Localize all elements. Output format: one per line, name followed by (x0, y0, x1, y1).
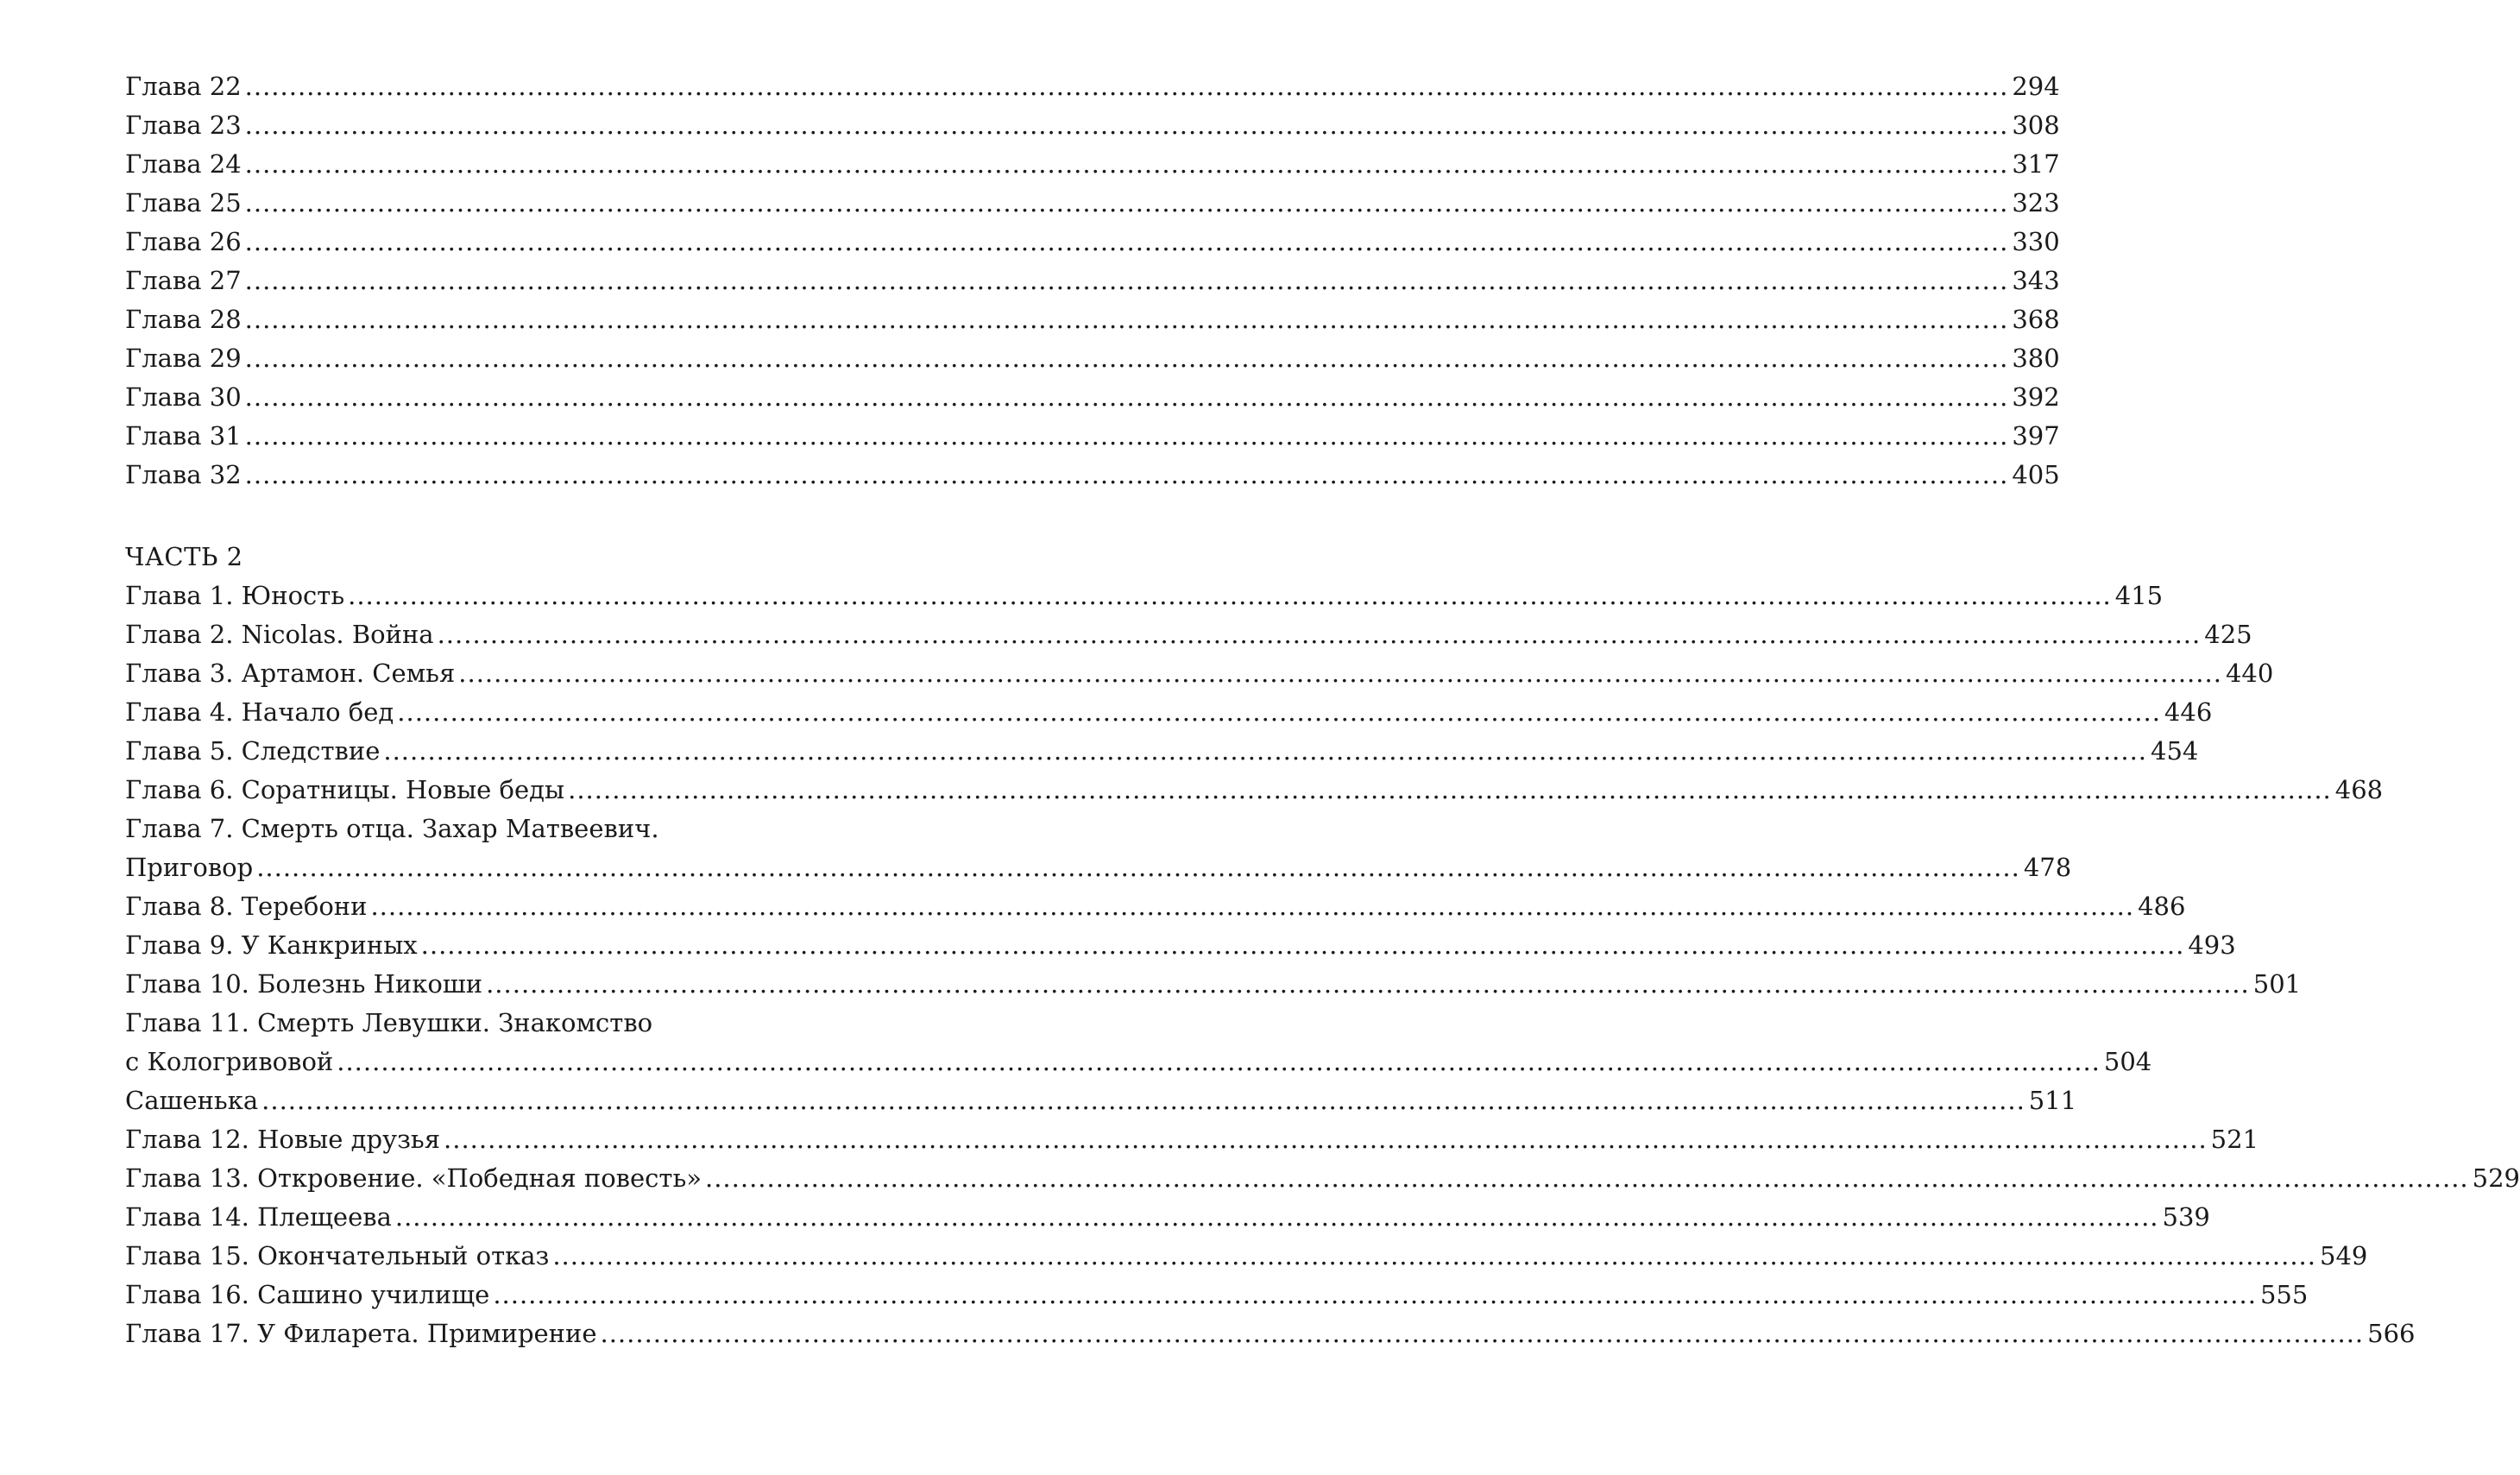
dot-leader: ........................................................................................................................................................................................................ (244, 421, 2009, 451)
toc-entry (125, 1159, 2520, 1198)
entry-title: Глава 6. Соратницы. Новые беды (125, 775, 565, 804)
entry-title: Глава 32 (125, 460, 242, 489)
toc-entry (125, 732, 2199, 771)
page-number: 454 (2151, 736, 2199, 766)
toc-entry (125, 67, 2060, 106)
entry-title: Глава 10. Болезнь Никоши (125, 969, 483, 999)
dot-leader: ........................................................................................................................................................................................................ (256, 853, 2020, 882)
entry-title: Сашенька (125, 1086, 259, 1115)
toc-entry (125, 1237, 2368, 1276)
table-of-contents (125, 67, 2520, 1353)
toc-entry (125, 378, 2060, 417)
dot-leader: ........................................................................................................................................................................................................ (444, 1125, 2208, 1154)
toc-entry (125, 223, 2060, 262)
toc-entry (125, 1198, 2210, 1237)
toc-entry (125, 615, 2252, 654)
toc-entry (125, 456, 2060, 495)
page-number: 308 (2012, 110, 2060, 140)
part-1-chapter-list (125, 67, 2060, 495)
section-gap (125, 495, 759, 538)
page-number: 405 (2012, 460, 2060, 489)
entry-title: Глава 30 (125, 382, 242, 412)
entry-title-continued: Глава 7. Смерть отца. Захар Матвеевич. (125, 814, 659, 843)
page-number: 478 (2023, 853, 2072, 882)
toc-entry (125, 417, 2060, 456)
page-number: 440 (2225, 659, 2274, 688)
entry-title: Глава 26 (125, 227, 242, 256)
page-number: 368 (2012, 305, 2060, 334)
dot-leader: ........................................................................................................................................................................................................ (337, 1047, 2101, 1076)
page-number: 468 (2334, 775, 2384, 804)
toc-entry (125, 848, 2072, 887)
toc-entry (125, 300, 2060, 339)
toc-entry (125, 1043, 2152, 1081)
entry-title: Глава 16. Сашино училище (125, 1280, 490, 1309)
page-number: 529 (2472, 1163, 2520, 1193)
dot-leader: ........................................................................................................................................................................................................ (486, 969, 2250, 999)
page-number: 539 (2162, 1202, 2210, 1232)
entry-title: Глава 22 (125, 72, 242, 101)
entry-title: Глава 5. Следствие (125, 736, 381, 766)
dot-leader: ........................................................................................................................................................................................................ (244, 460, 2009, 489)
toc-entry (125, 887, 2186, 926)
page-number: 501 (2252, 969, 2302, 999)
entry-title: Глава 13. Откровение. «Победная повесть» (125, 1163, 702, 1193)
entry-title: Глава 29 (125, 344, 242, 373)
dot-leader: ........................................................................................................................................................................................................ (493, 1280, 2257, 1309)
page-number: 493 (2188, 930, 2236, 960)
page-number: 555 (2259, 1280, 2309, 1309)
page-number: 294 (2012, 72, 2060, 101)
toc-entry (125, 926, 2236, 965)
entry-title: Глава 12. Новые друзья (125, 1125, 441, 1154)
dot-leader: ........................................................................................................................................................................................................ (348, 581, 2112, 610)
dot-leader: ........................................................................................................................................................................................................ (244, 266, 2009, 295)
dot-leader: ........................................................................................................................................................................................................ (244, 305, 2009, 334)
dot-leader: ........................................................................................................................................................................................................ (244, 149, 2009, 179)
dot-leader: ........................................................................................................................................................................................................ (244, 344, 2009, 373)
page-number: 446 (2164, 697, 2213, 727)
page-number: 380 (2012, 344, 2060, 373)
dot-leader: ........................................................................................................................................................................................................ (244, 382, 2009, 412)
dot-leader: ........................................................................................................................................................................................................ (437, 620, 2202, 649)
dot-leader: ........................................................................................................................................................................................................ (244, 110, 2009, 140)
entry-title: Глава 28 (125, 305, 242, 334)
toc-entry (125, 1314, 2416, 1353)
toc-entry (125, 184, 2060, 223)
page-number: 521 (2210, 1125, 2259, 1154)
dot-leader: ........................................................................................................................................................................................................ (458, 659, 2222, 688)
toc-entry (125, 577, 2164, 615)
toc-entry (125, 1120, 2259, 1159)
dot-leader: ........................................................................................................................................................................................................ (383, 736, 2148, 766)
entry-title: Глава 9. У Канкриных (125, 930, 418, 960)
page-number: 323 (2012, 188, 2060, 217)
entry-title: Глава 1. Юность (125, 581, 345, 610)
page-number: 425 (2204, 620, 2252, 649)
dot-leader: ........................................................................................................................................................................................................ (370, 892, 2135, 921)
dot-leader: ........................................................................................................................................................................................................ (397, 697, 2161, 727)
dot-leader: ........................................................................................................................................................................................................ (244, 227, 2009, 256)
entry-title: с Кологривовой (125, 1047, 334, 1076)
toc-entry (125, 339, 2060, 378)
dot-leader: ........................................................................................................................................................................................................ (244, 188, 2009, 217)
page-number: 511 (2028, 1086, 2077, 1115)
dot-leader: ........................................................................................................................................................................................................ (705, 1163, 2469, 1193)
toc-entry (125, 771, 2384, 810)
toc-entry (125, 106, 2060, 145)
entry-title-continued: Глава 11. Смерть Левушки. Знакомство (125, 1008, 653, 1037)
entry-title: Глава 25 (125, 188, 242, 217)
page-number: 392 (2012, 382, 2060, 412)
entry-title: Приговор (125, 853, 254, 882)
entry-title: Глава 2. Nicolas. Война (125, 620, 434, 649)
page-number: 549 (2320, 1241, 2368, 1270)
entry-title: Глава 17. У Филарета. Примирение (125, 1319, 597, 1348)
dot-leader: ........................................................................................................................................................................................................ (394, 1202, 2159, 1232)
entry-title: Глава 8. Теребони (125, 892, 368, 921)
entry-title: Глава 23 (125, 110, 242, 140)
part-2-chapter-list (125, 577, 2520, 1353)
dot-leader: ........................................................................................................................................................................................................ (261, 1086, 2025, 1115)
dot-leader: ........................................................................................................................................................................................................ (568, 775, 2332, 804)
page-number: 330 (2012, 227, 2060, 256)
dot-leader: ........................................................................................................................................................................................................ (244, 72, 2009, 101)
dot-leader: ........................................................................................................................................................................................................ (552, 1241, 2316, 1270)
entry-title: Глава 31 (125, 421, 242, 451)
page-number: 397 (2012, 421, 2060, 451)
entry-title: Глава 27 (125, 266, 242, 295)
part-2-heading: ЧАСТЬ 2 (125, 542, 243, 571)
dot-leader: ........................................................................................................................................................................................................ (600, 1319, 2365, 1348)
toc-entry (125, 1276, 2309, 1314)
toc-entry (125, 965, 2302, 1004)
toc-entry (125, 654, 2274, 693)
page-number: 317 (2012, 149, 2060, 179)
page-number: 504 (2103, 1047, 2152, 1076)
entry-title: Глава 15. Окончательный отказ (125, 1241, 550, 1270)
page-number: 415 (2114, 581, 2164, 610)
toc-entry (125, 145, 2060, 184)
toc-entry (125, 693, 2213, 732)
entry-title: Глава 3. Артамон. Семья (125, 659, 456, 688)
entry-title: Глава 24 (125, 149, 242, 179)
page-number: 343 (2012, 266, 2060, 295)
toc-entry (125, 1081, 2077, 1120)
dot-leader: ........................................................................................................................................................................................................ (420, 930, 2185, 960)
toc-entry (125, 262, 2060, 300)
entry-title: Глава 4. Начало бед (125, 697, 394, 727)
page-number: 566 (2367, 1319, 2416, 1348)
page-number: 486 (2138, 892, 2186, 921)
entry-title: Глава 14. Плещеева (125, 1202, 392, 1232)
